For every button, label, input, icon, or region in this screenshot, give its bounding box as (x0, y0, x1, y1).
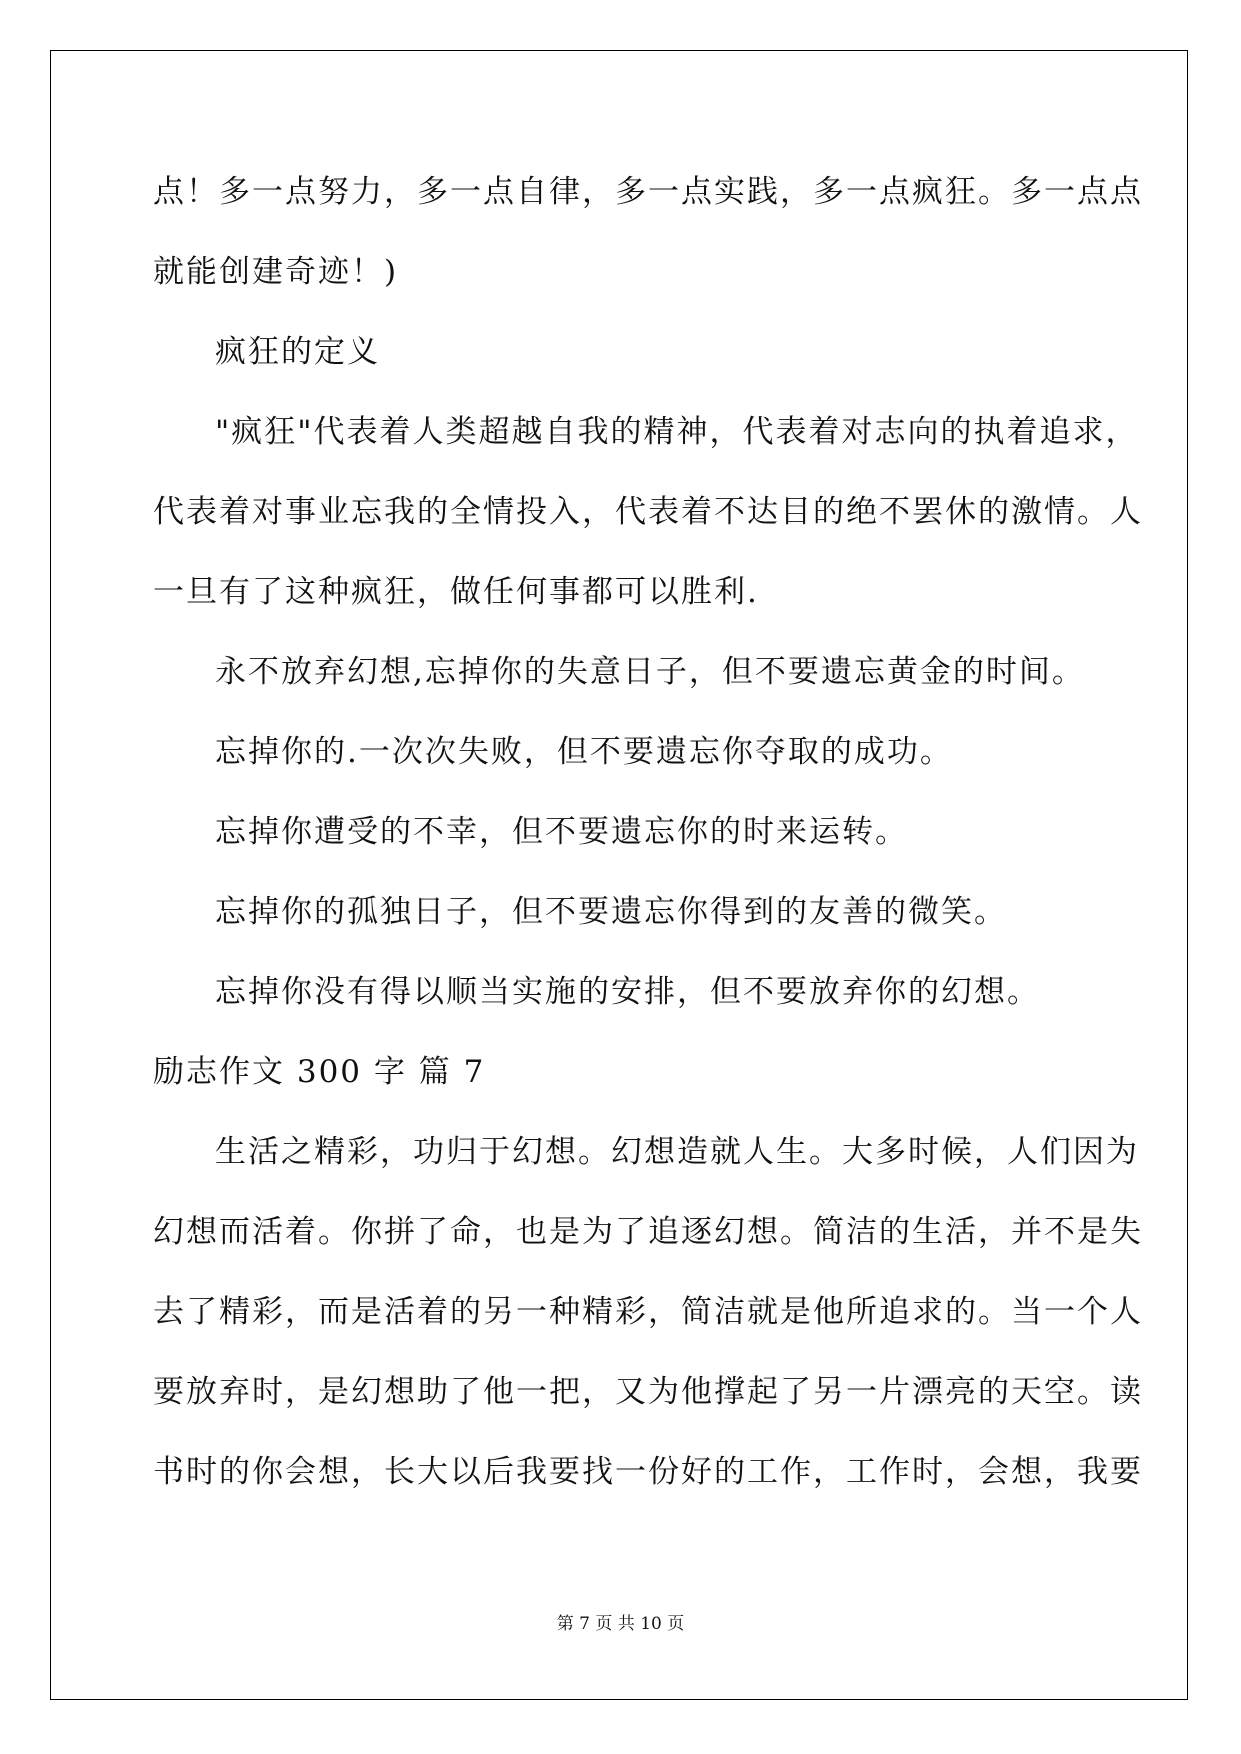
text-line: 要放弃时，是幻想助了他一把，又为他撑起了另一片漂亮的天空。读 (153, 1374, 1143, 1410)
page-footer: 第 7 页 共 10 页 (556, 1614, 685, 1634)
text-line: 书时的你会想，长大以后我要找一份好的工作，工作时，会想，我要 (153, 1454, 1143, 1490)
text-line: 忘掉你没有得以顺当实施的安排，但不要放弃你的幻想。 (215, 974, 1040, 1010)
text-line: 生活之精彩，功归于幻想。幻想造就人生。大多时候，人们因为 (215, 1134, 1139, 1170)
text-line: 代表着对事业忘我的全情投入，代表着不达目的绝不罢休的激情。人 (153, 494, 1143, 530)
text-line: 忘掉你的孤独日子，但不要遗忘你得到的友善的微笑。 (215, 894, 1007, 930)
text-line: 一旦有了这种疯狂，做任何事都可以胜利. (153, 574, 759, 610)
section-heading: 疯狂的定义 (215, 334, 380, 370)
text-line: 幻想而活着。你拼了命，也是为了追逐幻想。简洁的生活，并不是失 (153, 1214, 1143, 1250)
text-line: 忘掉你的.一次次失败，但不要遗忘你夺取的成功。 (215, 734, 953, 770)
text-line: 点！多一点努力，多一点自律，多一点实践，多一点疯狂。多一点点 (153, 174, 1143, 210)
text-line: "疯狂"代表着人类超越自我的精神，代表着对志向的执着追求， (215, 414, 1139, 450)
text-line: 永不放弃幻想,忘掉你的失意日子，但不要遗忘黄金的时间。 (215, 654, 1085, 690)
section-title: 励志作文 300 字 篇 7 (153, 1054, 486, 1090)
text-line: 就能创建奇迹！) (153, 254, 399, 290)
text-line: 忘掉你遭受的不幸，但不要遗忘你的时来运转。 (215, 814, 908, 850)
text-line: 去了精彩，而是活着的另一种精彩，简洁就是他所追求的。当一个人 (153, 1294, 1143, 1330)
